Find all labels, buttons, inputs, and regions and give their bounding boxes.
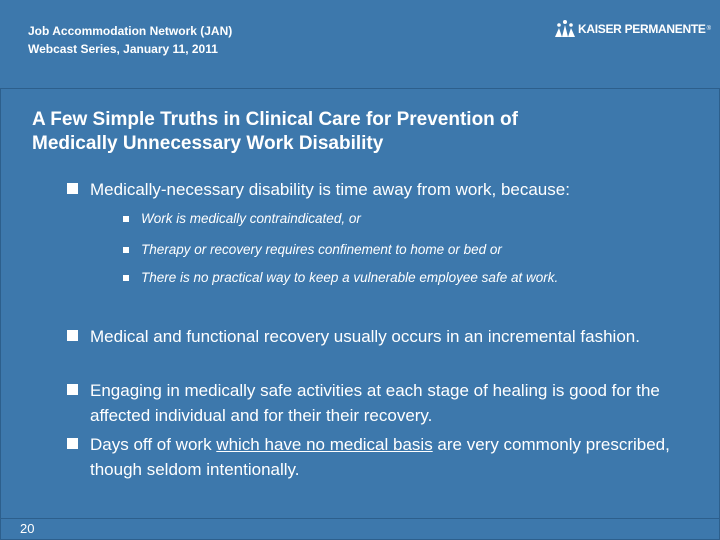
sub-bullet-text: Therapy or recovery requires confinement to home or bed or: [141, 242, 502, 257]
bullet-text-underlined: which have no medical basis: [216, 435, 433, 454]
title-line-2: Medically Unnecessary Work Disability: [32, 133, 384, 154]
square-bullet-icon: [67, 384, 78, 395]
sub-bullet-text: Work is medically contraindicated, or: [141, 211, 361, 226]
sub-bullet-text: There is no practical way to keep a vulnerable employee safe at work.: [141, 270, 559, 285]
bullet-text-end: are very commonly prescribed, though seldom intentionally.: [90, 435, 670, 479]
header-line-1: Job Accommodation Network (JAN): [28, 24, 233, 38]
kaiser-permanente-logo: [554, 19, 711, 39]
title-line-1: A Few Simple Truths in Clinical Care for Prevention of: [32, 109, 518, 130]
footer-divider: [0, 518, 720, 519]
square-bullet-icon: [67, 438, 78, 449]
sub-bullet-item: [121, 210, 681, 228]
small-square-bullet-icon: [123, 216, 129, 222]
small-square-bullet-icon: [123, 275, 129, 281]
bullet-item: [67, 324, 677, 349]
slide-title: [32, 108, 682, 156]
header-line-2: Webcast Series, January 11, 2011: [28, 42, 218, 56]
bullet-text: Medically-necessary disability is time away from work, because:: [90, 180, 570, 199]
bullet-item: [67, 378, 677, 428]
bullet-item: [67, 177, 677, 202]
logo-registered-mark: ®: [706, 26, 712, 32]
sub-bullet-item: [121, 269, 681, 287]
square-bullet-icon: [67, 330, 78, 341]
bullet-text-start: Days off of work: [90, 435, 217, 454]
square-bullet-icon: [67, 183, 78, 194]
bullet-item: [67, 432, 677, 482]
small-square-bullet-icon: [123, 247, 129, 253]
kaiser-permanente-logo-icon: [554, 19, 576, 39]
slide-header: [0, 0, 720, 88]
logo-text: KAISER PERMANENTE: [578, 22, 706, 36]
page-number: 20: [20, 521, 35, 536]
sub-bullet-item: [121, 241, 681, 259]
bullet-text: Medical and functional recovery usually occurs in an incremental fashion.: [90, 327, 640, 346]
bullet-text: Engaging in medically safe activities at each stage of healing is good for the affected individual and for their their recovery.: [90, 381, 660, 425]
